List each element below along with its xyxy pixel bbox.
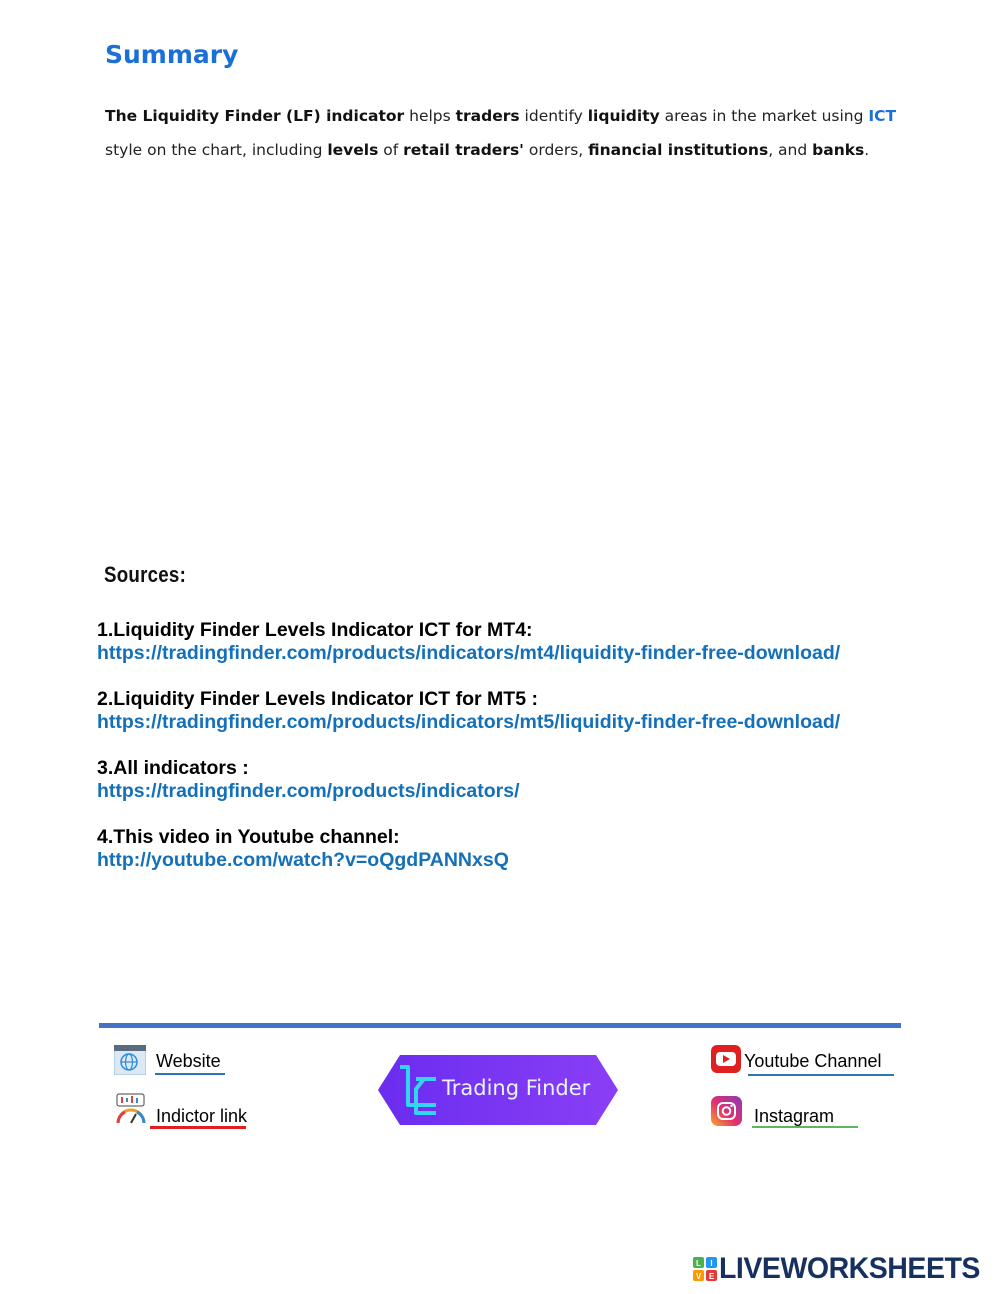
watermark-badge-l: L [696,1259,701,1268]
watermark-badge-e: E [708,1272,715,1281]
liveworksheets-wordmark: LIVEWORKSHEETS [719,1252,980,1285]
source-2-link[interactable]: https://tradingfinder.com/products/indicators/mt5/liquidity-finder-free-download/ [97,711,841,733]
summary-segment: helps [404,107,456,125]
summary-segment: of [378,141,404,159]
instagram-underline [752,1126,858,1128]
watermark-badge-i: I [710,1259,713,1268]
liveworksheets-logo-icon [693,1257,717,1281]
instagram-icon [711,1096,742,1126]
source-4-label: 4.This video in Youtube channel: [97,826,400,848]
watermark-badge-v: V [695,1272,702,1281]
summary-paragraph [105,99,935,167]
website-underline [155,1073,225,1075]
summary-segment: liquidity [587,107,660,125]
source-4-link[interactable]: http://youtube.com/watch?v=oQgdPANNxsQ [97,849,509,871]
gauge-chart-icon [114,1092,148,1126]
indicator-link-underline [150,1126,246,1129]
footer-divider [99,1023,901,1028]
source-3-label: 3.All indicators : [97,757,249,779]
summary-segment: levels [327,141,379,159]
sources-title: Sources: [104,562,187,587]
youtube-icon [711,1045,741,1073]
summary-segment: . [864,141,870,159]
indicator-link[interactable]: Indictor link [156,1106,248,1126]
summary-segment: banks [812,141,865,159]
summary-segment: ICT [868,107,897,125]
liveworksheets-logo [693,1252,994,1286]
summary-segment: identify [519,107,588,125]
summary-segment: The Liquidity Finder (LF) indicator [105,107,405,125]
summary-segment: retail traders' [403,141,524,159]
source-2-label: 2.Liquidity Finder Levels Indicator ICT for MT5 : [97,688,538,710]
summary-segment: areas in the market using [659,107,869,125]
summary-segment: , and [768,141,813,159]
summary-segment: traders [455,107,520,125]
summary-segment: financial institutions [588,141,769,159]
source-1-label: 1.Liquidity Finder Levels Indicator ICT for MT4: [97,619,533,641]
website-link[interactable]: Website [156,1051,221,1071]
instagram-link[interactable]: Instagram [754,1106,835,1126]
logo-text: Trading Finder [442,1076,591,1100]
youtube-underline [748,1074,894,1076]
summary-title: Summary [105,40,239,69]
summary-segment: style on the chart, including [105,141,328,159]
source-3-link[interactable]: https://tradingfinder.com/products/indicators/ [97,780,520,802]
source-1-link[interactable]: https://tradingfinder.com/products/indicators/mt4/liquidity-finder-free-download/ [97,642,841,664]
youtube-channel-link[interactable]: Youtube Channel [744,1051,882,1071]
summary-segment: orders, [523,141,589,159]
trading-finder-logo[interactable] [378,1055,618,1125]
globe-icon [114,1045,146,1075]
